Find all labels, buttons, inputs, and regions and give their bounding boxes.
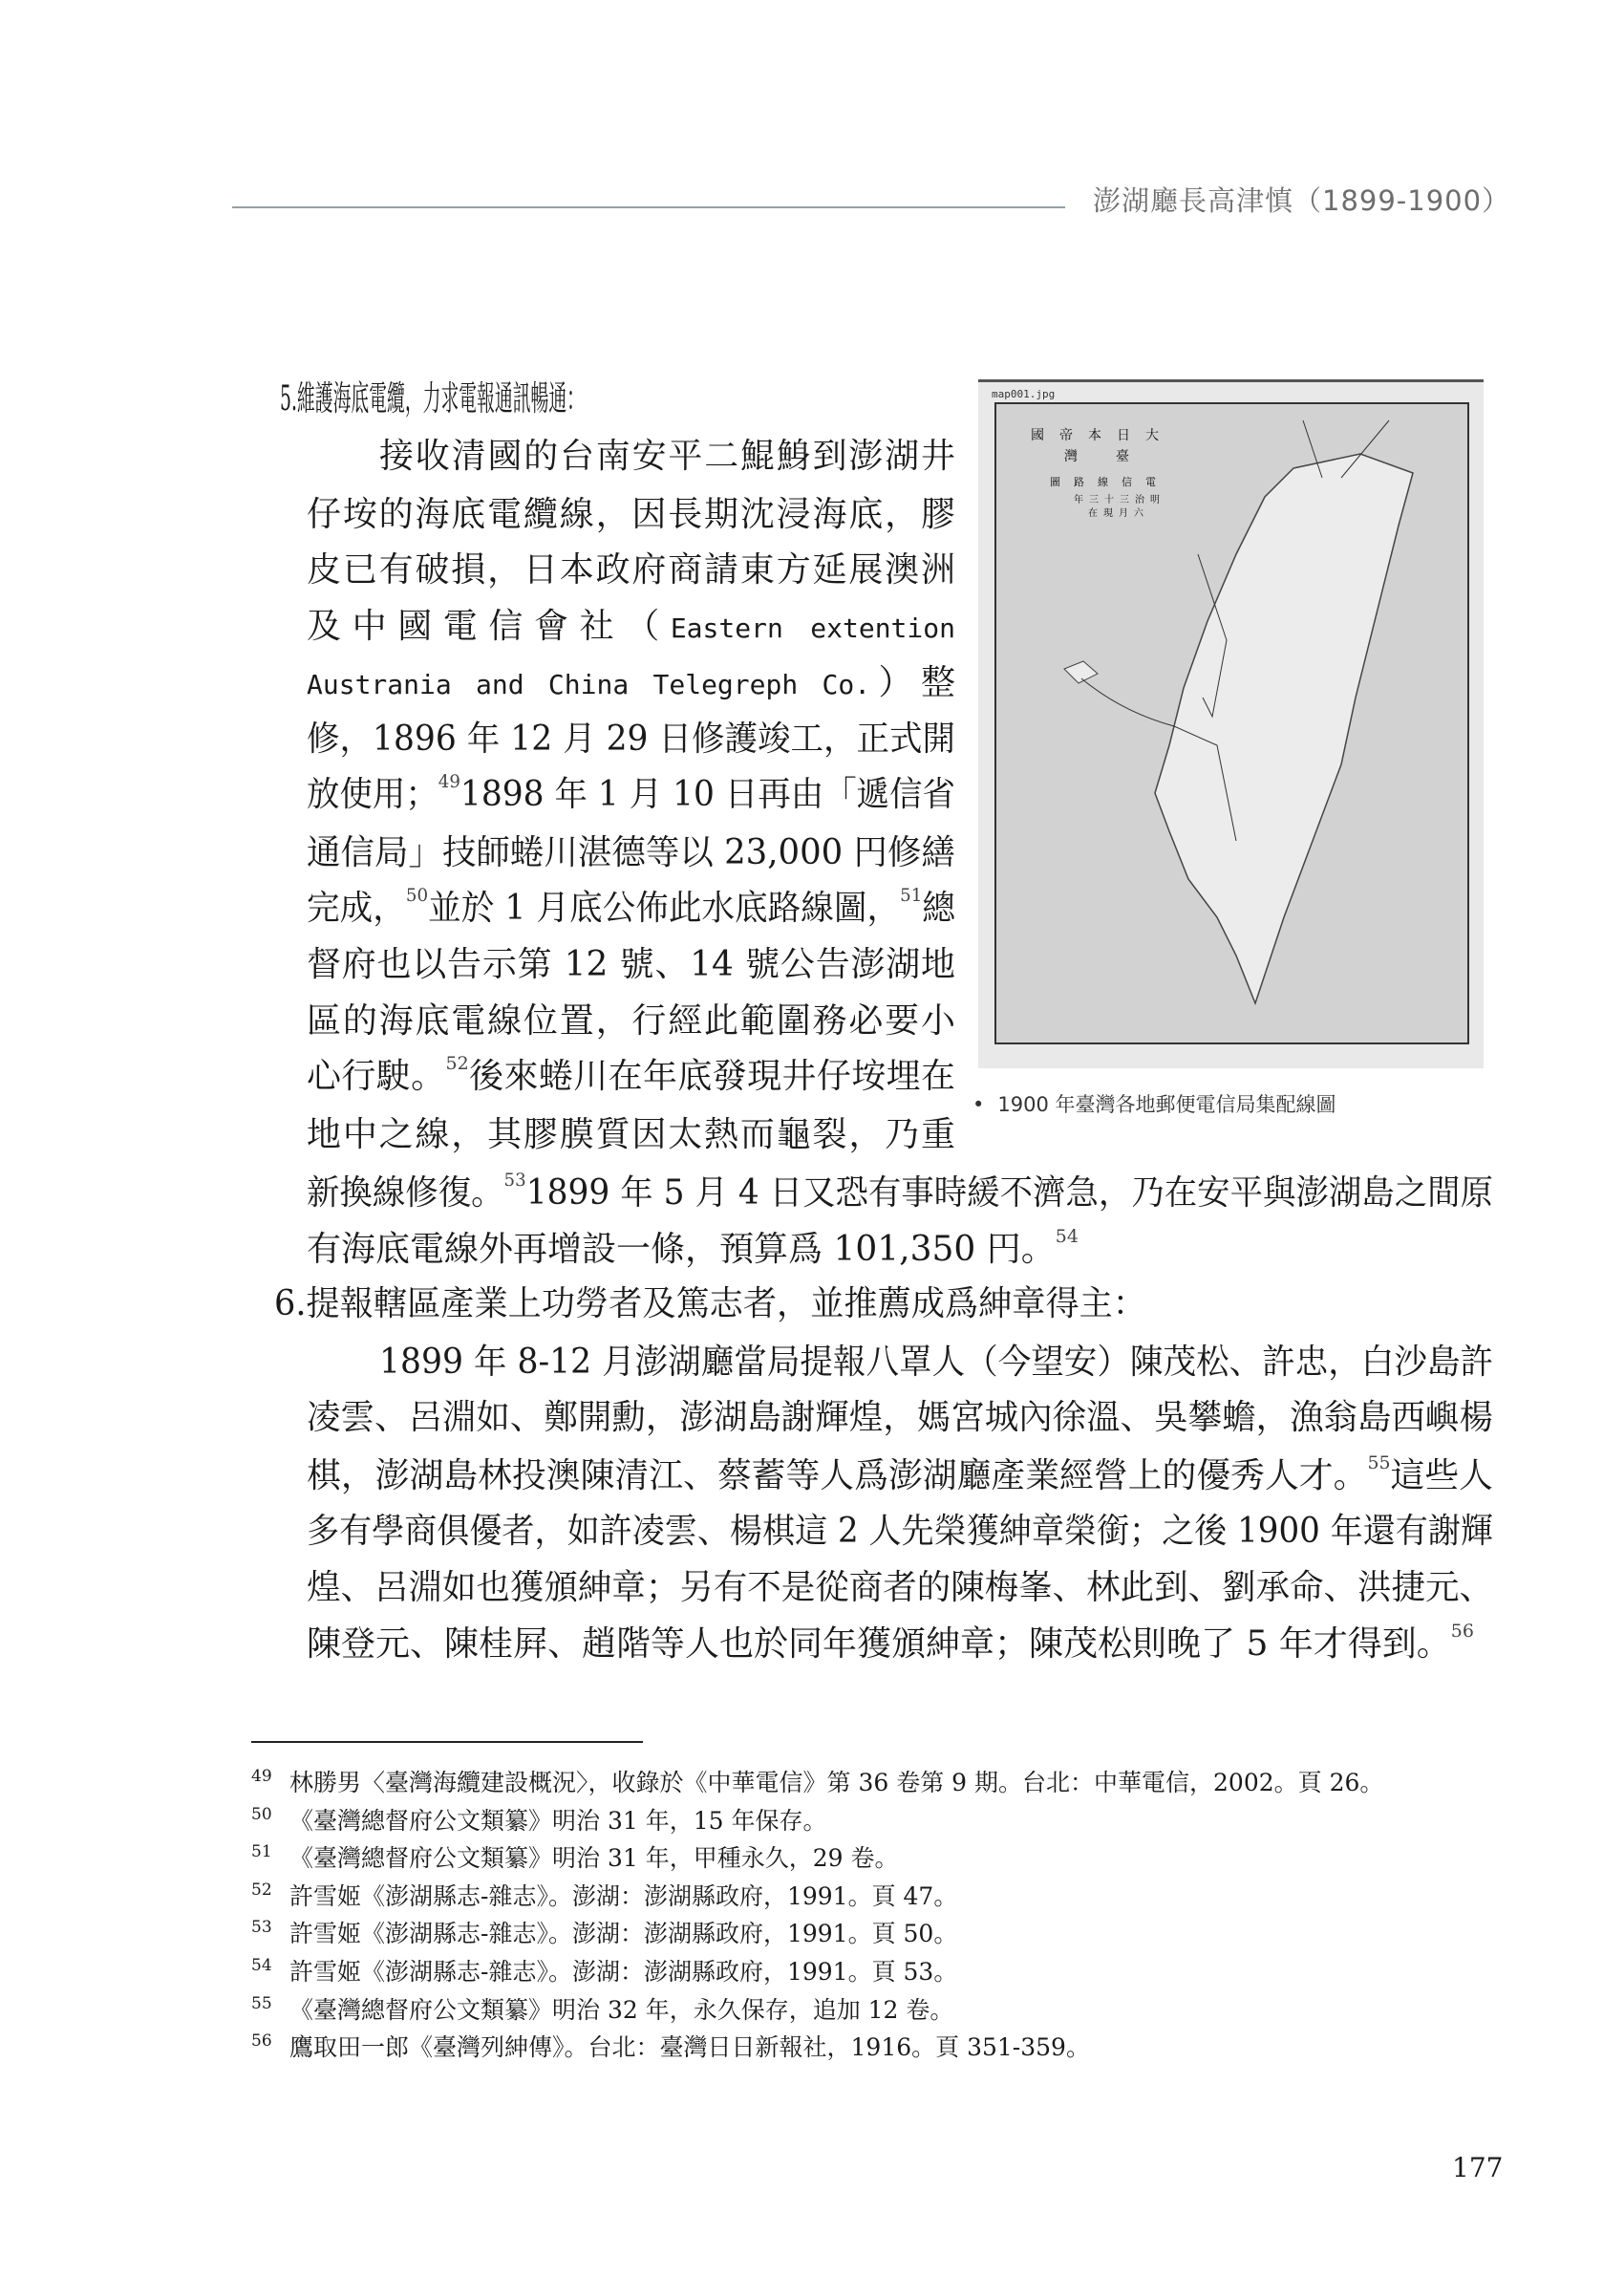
text-run: 及中國電信會社（ [307, 607, 671, 646]
text-run: 1899 年 8-12 月澎湖廳當局提報八罩人（今望安）陳茂松、許忠，白沙島許 [379, 1343, 1493, 1382]
text-run: 皮已有破損，日本政府商請東方延展澳洲 [307, 550, 955, 590]
text-run: 後來蜷川在年底發現井仔垵埋在 [468, 1057, 955, 1096]
caption-text: 1900 年臺灣各地郵便電信局集配線圖 [997, 1093, 1336, 1116]
footnote-ref[interactable]: 55 [1367, 1452, 1391, 1473]
text-run: ）整 [870, 663, 955, 702]
page-number: 177 [1452, 2152, 1504, 2183]
body-line [307, 1559, 1493, 1616]
figure-caption [972, 1089, 1336, 1118]
footnote-text: 《臺灣總督府公文類纂》明治 31 年，15 年保存。 [289, 1806, 827, 1835]
text-run: 修，1896 年 12 月 29 日修護竣工，正式開 [307, 720, 955, 759]
body-line [379, 1334, 1493, 1390]
footnote-text: 《臺灣總督府公文類纂》明治 31 年，甲種永久，29 卷。 [289, 1844, 899, 1873]
footnote [251, 1955, 957, 1989]
text-run: 1899 年 5 月 4 日又恐有事時緩不濟急，乃在安平與澎湖島之間原 [525, 1173, 1493, 1213]
body-line [280, 371, 585, 427]
body-line [307, 825, 955, 881]
footnote-number: 49 [251, 1767, 272, 1786]
footnote-text: 許雪姬《澎湖縣志-雜志》。澎湖：澎湖縣政府，1991。頁 53。 [289, 1958, 958, 1986]
body-line [274, 1276, 1146, 1332]
body-line [307, 598, 955, 655]
body-line [307, 936, 955, 993]
footnote [251, 1880, 957, 1914]
footnote-number: 55 [251, 1993, 272, 2013]
text-run: 心行駛。 [307, 1057, 446, 1096]
running-title: 澎湖廳長高津慎（1899-1900） [1093, 184, 1511, 217]
text-run: 1898 年 1 月 10 日再由「遞信省 [459, 775, 955, 814]
text-run: 陳登元、陳桂屛、趙階等人也於同年獲頒紳章；陳茂松則晚了 5 年才得到。 [307, 1624, 1451, 1664]
body-line [307, 1389, 1493, 1446]
bullet-icon: • [972, 1093, 985, 1116]
text-run: 並於 1 月底公佈此水底路線圖， [428, 889, 901, 928]
text-run: 煌、呂淵如也獲頒紳章；另有不是從商者的陳梅峯、林此到、劉承命、洪捷元、 [307, 1568, 1493, 1607]
body-line [307, 711, 955, 767]
footnote-ref[interactable]: 51 [900, 885, 923, 906]
text-run: 新換線修復。 [307, 1173, 504, 1213]
footnote-text: 《臺灣總督府公文類纂》明治 32 年，永久保存，追加 12 卷。 [289, 1995, 954, 2024]
map-title-line: 在現月六 [1088, 508, 1149, 519]
body-line [307, 655, 955, 711]
text-run: 有海底電線外再增設一條，預算爲 101,350 円。 [307, 1230, 1056, 1269]
text-run: 通信局」技師蜷川湛德等以 23,000 円修繕 [307, 833, 955, 872]
footnote-ref[interactable]: 56 [1450, 1621, 1474, 1642]
body-line [379, 428, 955, 484]
body-line [307, 542, 955, 598]
body-line [307, 1165, 1493, 1221]
body-line [307, 1048, 955, 1105]
text-run: 多有學商俱優者，如許凌雲、楊棋這 2 人先榮獲紳章榮銜；之後 1900 年還有謝輝 [307, 1512, 1493, 1551]
map-title-line: 灣臺 [1064, 449, 1167, 464]
text-run: 5.維護海底電纜，力求電報通訊暢通： [280, 379, 585, 419]
footnote-rule [251, 1741, 643, 1743]
text-run: 凌雲、呂淵如、鄭開勳，澎湖島謝輝煌，媽宮城內徐溫、吳攀蟾，漁翁島西嶼楊 [307, 1398, 1493, 1437]
text-run: 督府也以告示第 12 號、14 號公告澎湖地 [307, 945, 955, 984]
footnote-number: 56 [251, 2031, 272, 2052]
footnote-ref[interactable]: 52 [445, 1053, 469, 1074]
text-run: 接收清國的台南安平二鯤鯓到澎湖井 [379, 437, 955, 476]
text-run: 仔垵的海底電纜線，因長期沈浸海底，膠 [307, 495, 955, 534]
body-line [307, 1221, 1493, 1278]
footnote-number: 50 [251, 1804, 272, 1824]
map-title-line: 圖路線信電 [1050, 476, 1169, 488]
footnote [251, 1804, 826, 1838]
text-run: Eastern extention [670, 612, 955, 644]
footnote [251, 1993, 953, 2028]
body-line [307, 1503, 1493, 1559]
footnote-text: 鷹取田一郎《臺灣列紳傳》。台北：臺灣日日新報社，1916。頁 351-359。 [289, 2033, 1090, 2062]
footnote-text: 許雪姬《澎湖縣志-雜志》。澎湖：澎湖縣政府，1991。頁 47。 [289, 1881, 958, 1910]
map-file-label: map001.jpg [992, 388, 1056, 400]
footnote-ref[interactable]: 49 [438, 771, 460, 792]
header-rule [232, 206, 1065, 208]
text-run: 放使用； [307, 775, 438, 814]
footnote [251, 1841, 898, 1876]
body-line [307, 993, 955, 1049]
body-line [307, 1448, 1493, 1504]
footnote [251, 1766, 1383, 1800]
figure-map [978, 379, 1484, 1068]
footnote-number: 53 [251, 1918, 272, 1938]
body-line [307, 766, 955, 823]
footnote-ref[interactable]: 50 [405, 885, 429, 906]
text-run: Austrania and China Telegreph Co. [307, 669, 871, 700]
text-run: 地中之線，其膠膜質因太熱而龜裂，乃重 [307, 1115, 955, 1154]
body-line [307, 1107, 955, 1163]
footnote-ref[interactable]: 53 [503, 1170, 526, 1191]
footnote-number: 52 [251, 1880, 272, 1900]
footnote-text: 林勝男〈臺灣海纜建設概況〉，收錄於《中華電信》第 36 卷第 9 期。台北：中華電信，2002。頁 26。 [289, 1769, 1384, 1796]
footnote-ref[interactable]: 54 [1055, 1226, 1079, 1247]
taiwan-telegraph-map [978, 382, 1484, 1068]
footnote-number: 54 [251, 1956, 272, 1975]
text-run: 棋，澎湖島林投澳陳清江、蔡蓄等人爲澎湖廳產業經營上的優秀人才。 [307, 1456, 1368, 1495]
footnote-text: 許雪姬《澎湖縣志-雜志》。澎湖：澎湖縣政府，1991。頁 50。 [289, 1920, 958, 1948]
text-run: 完成， [307, 889, 406, 928]
footnote [251, 1917, 957, 1951]
text-run: 總 [922, 889, 955, 928]
footnote [251, 2031, 1090, 2065]
map-title-line: 國帝本日大 [1031, 428, 1174, 443]
body-line [307, 1616, 1493, 1672]
map-title-line: 年三十三治明 [1074, 495, 1165, 505]
body-line [307, 880, 955, 936]
footnote-number: 51 [251, 1842, 272, 1862]
body-line [307, 486, 955, 543]
text-run: 6.提報轄區產業上功勞者及篤志者，並推薦成爲紳章得主： [274, 1284, 1146, 1323]
text-run: 這些人 [1390, 1456, 1493, 1495]
text-run: 區的海底電線位置，行經此範圍務必要小 [307, 1001, 955, 1041]
